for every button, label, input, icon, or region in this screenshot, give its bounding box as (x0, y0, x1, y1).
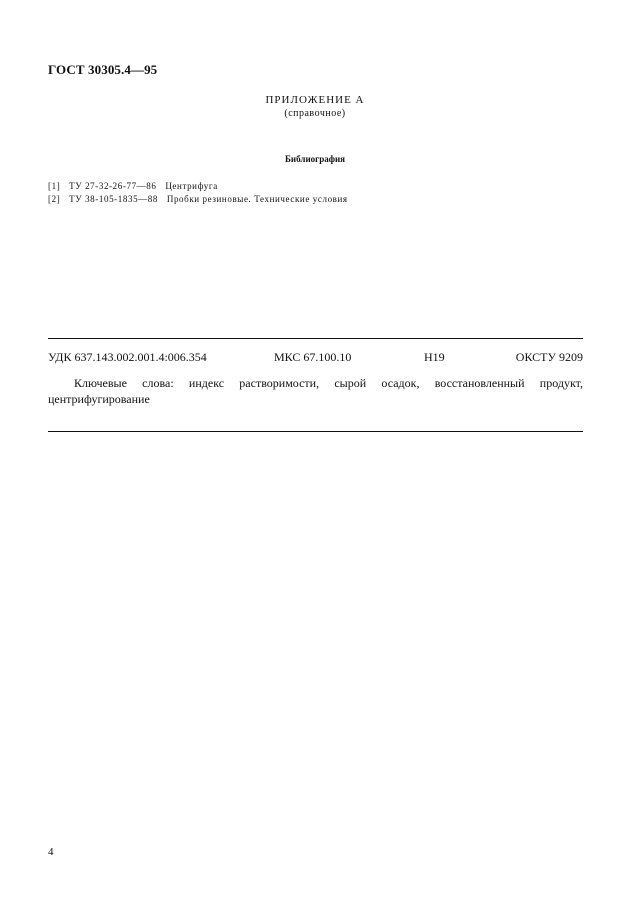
bibliography-item (48, 180, 354, 193)
okstu-code: ОКСТУ 9209 (515, 350, 583, 364)
appendix-title: ПРИЛОЖЕНИЕ А (265, 94, 365, 106)
bibliography-item-number: [2] (48, 194, 61, 204)
top-divider (48, 338, 583, 339)
bibliography-item-code: ТУ 27-32-26-77—86 (69, 181, 157, 191)
bibliography-list (48, 180, 354, 206)
bibliography-item (48, 193, 354, 206)
group-code: Н19 (424, 350, 445, 364)
keywords-text: Ключевые слова: индекс растворимости, сырой осадок, восстановленный продукт, центрифугирование (48, 376, 583, 406)
keywords-paragraph (48, 375, 583, 407)
bottom-divider (48, 431, 583, 432)
bibliography-item-title: Пробки резиновые. Технические условия (166, 194, 348, 204)
standard-code: ГОСТ 30305.4—95 (48, 62, 158, 77)
mks-code: МКС 67.100.10 (274, 350, 352, 364)
bibliography-item-number: [1] (48, 181, 61, 191)
page-number: 4 (48, 846, 54, 858)
udk-code: УДК 637.143.002.001.4:006.354 (48, 350, 207, 364)
appendix-subtitle: (справочное) (284, 108, 346, 119)
bibliography-item-title: Центрифуга (165, 181, 218, 191)
bibliography-item-code: ТУ 38-105-1835—88 (69, 194, 158, 204)
bibliography-heading: Библиография (284, 154, 346, 164)
